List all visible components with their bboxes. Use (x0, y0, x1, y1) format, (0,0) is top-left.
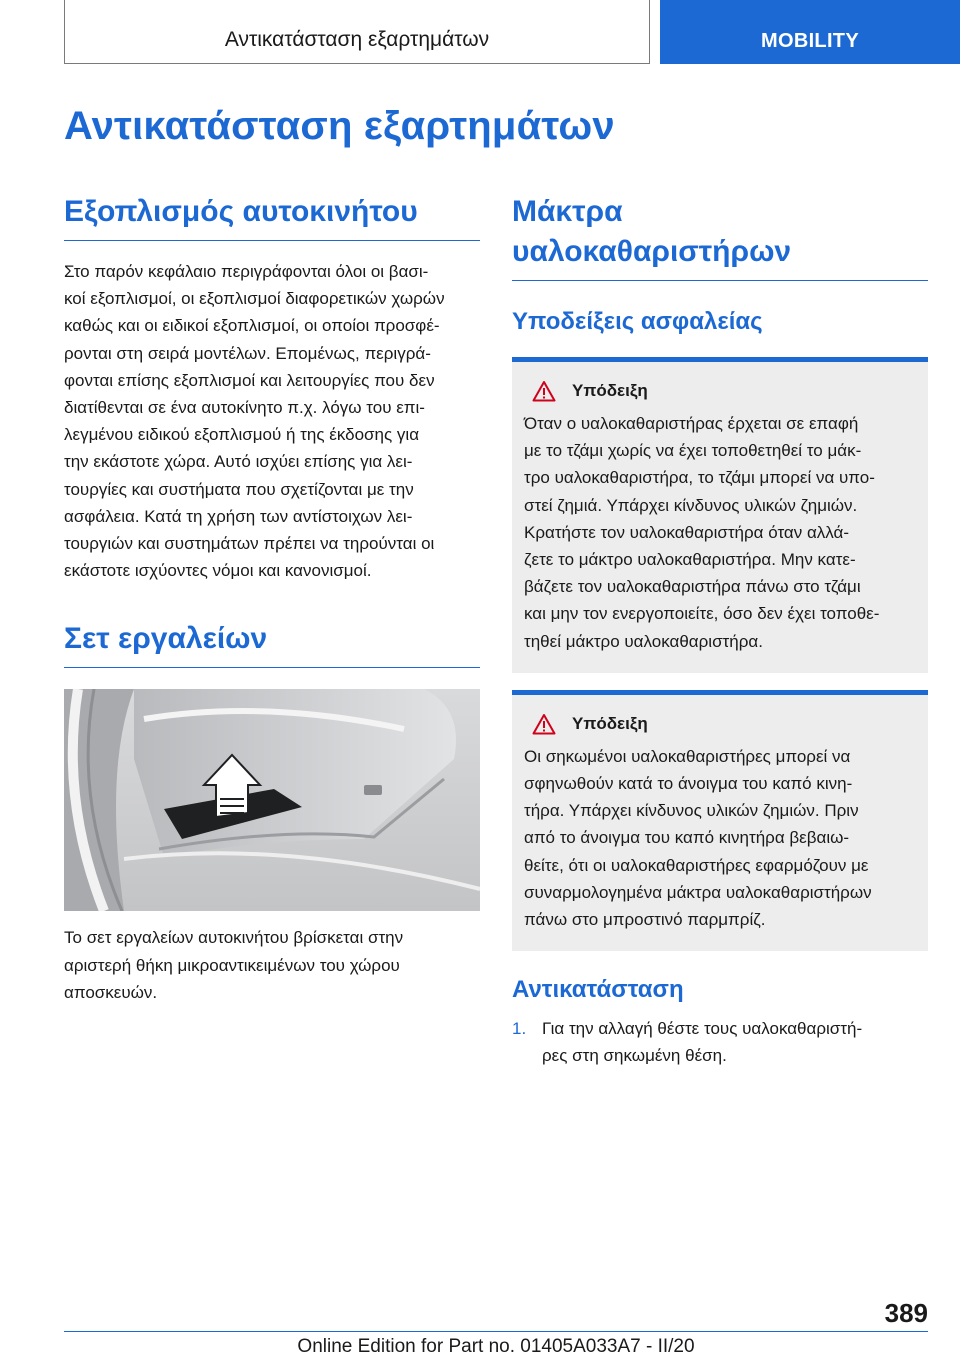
page-title: Αντικατάσταση εξαρτημάτων (64, 104, 615, 148)
text-line: αριστερή θήκη μικροαντικειμένων του χώρου (64, 955, 400, 975)
step-item (512, 1015, 928, 1069)
text-line: σφηνωθούν κατά το άνοιγμα του καπό κινη‐ (524, 774, 853, 794)
text-line: Οι σηκωμένοι υαλοκαθαριστήρες μπορεί να (524, 746, 851, 766)
text-line: διατίθενται σε ένα αυτοκίνητο π.χ. λόγω του επι‐ (64, 398, 425, 418)
text-line: Κρατήστε τον υαλοκαθαριστήρα όταν αλλά‐ (524, 522, 850, 542)
heading-line: Μάκτρα (512, 195, 623, 228)
notice-text (524, 743, 916, 933)
equipment-heading: Εξοπλισμός αυτοκινήτου (64, 195, 418, 228)
notice-title: Υπόδειξη (572, 713, 648, 733)
notice-text (524, 410, 916, 655)
equipment-paragraph (64, 258, 480, 584)
notice-box (512, 357, 928, 673)
safety-heading: Υποδείξεις ασφαλείας (512, 308, 763, 335)
toolkit-heading-rule (64, 667, 480, 668)
text-line: και μην τον ενεργοποιείτε, όσο δεν έχει τοποθε‐ (524, 604, 880, 624)
warning-triangle-icon (532, 380, 556, 402)
text-line: ρες στη σηκωμένη θέση. (542, 1046, 727, 1066)
notice-title: Υπόδειξη (572, 381, 648, 400)
text-line: τρο υαλοκαθαριστήρα, το τζάμι μπορεί να υπο‐ (524, 468, 875, 488)
text-line: Για την αλλαγή θέστε τους υαλοκαθαριστή‐ (542, 1019, 863, 1039)
wiper-heading-rule (512, 280, 928, 281)
text-line: καθώς και οι ειδικοί εξοπλισμοί, οι οποίοι προσφέ‐ (64, 316, 440, 336)
text-line: τουργιών και συστημάτων πρέπει να τηρούνται οι (64, 534, 435, 554)
text-line: στεί ζημιά. Υπάρχει κίνδυνος υλικών ζημιών. (524, 495, 858, 515)
notice-box (512, 690, 928, 951)
text-line: ρονται στη σειρά μοντέλων. Επομένως, περιγρά‐ (64, 343, 431, 363)
header-section-box (64, 0, 650, 64)
text-line: εκάστοτε ισχύοντες νόμοι και κανονισμοί. (64, 561, 372, 581)
text-line: Όταν ο υαλοκαθαριστήρας έρχεται σε επαφή (524, 414, 859, 433)
text-line: κοί εξοπλισμοί, οι εξοπλισμοί διαφορετικών χωρών (64, 289, 445, 309)
text-line: φονται επίσης εξοπλισμοί και λειτουργίες που δεν (64, 370, 435, 390)
text-line: την εκάστοτε χώρα. Αυτό ισχύει επίσης για λει‐ (64, 452, 413, 472)
trunk-illustration (64, 689, 480, 911)
notice-header (532, 713, 916, 735)
replacement-heading: Αντικατάσταση (512, 976, 684, 1004)
text-line: πάνω στο μπροστινό παρμπρίζ. (524, 910, 766, 930)
text-line: συναρμολογημένα μάκτρα υαλοκαθαριστήρων (524, 882, 872, 902)
right-column (512, 192, 928, 1070)
heading-line: υαλοκαθαριστήρων (512, 235, 792, 268)
header-section-title: Αντικατάσταση εξαρτημάτων (224, 28, 490, 51)
text-line: Το σετ εργαλείων αυτοκινήτου βρίσκεται στην (64, 928, 404, 948)
trunk-toolkit-photo (64, 689, 480, 911)
text-line: αποσκευών. (64, 982, 158, 1002)
text-line: ασφάλεια. Κατά τη χρήση των αντίστοιχων λει‐ (64, 506, 413, 526)
warning-triangle-icon (532, 713, 556, 735)
page-number: 389 (884, 1298, 928, 1328)
text-line: Στο παρόν κεφάλαιο περιγράφονται όλοι οι βασι‐ (64, 262, 429, 281)
text-line: τήρα. Υπάρχει κίνδυνος υλικών ζημιών. Πριν (524, 801, 859, 821)
notice-header (532, 380, 916, 402)
text-line: θείτε, ότι οι υαλοκαθαριστήρες εφαρμόζουν με (524, 855, 869, 875)
footer-edition-text: Online Edition for Part no. 01405A033A7 - II/20 (297, 1336, 695, 1357)
text-line: λεγμένου ειδικού εξοπλισμού ή της έκδοσης για (64, 425, 420, 445)
header-tab-label: MOBILITY (761, 30, 859, 52)
text-line: ζετε το μάκτρο υαλοκαθαριστήρα. Μην κατε‐ (524, 550, 856, 570)
toolkit-caption (64, 924, 480, 1006)
text-line: βάζετε τον υαλοκαθαριστήρα πάνω στο τζάμι (524, 577, 861, 597)
left-column (64, 192, 480, 1006)
step-text (542, 1015, 862, 1069)
text-line: τουργίες και συστήματα που σχετίζονται με την (64, 479, 414, 499)
step-number: 1. (512, 1019, 527, 1039)
footer-rule (64, 1331, 928, 1332)
wiper-blades-heading (512, 192, 928, 272)
text-line: τηθεί μάκτρο υαλοκαθαριστήρα. (524, 631, 763, 651)
header-mobility-tab[interactable] (660, 0, 960, 64)
text-line: από το άνοιγμα του καπό κινητήρα βεβαιω‐ (524, 828, 850, 848)
text-line: με το τζάμι χωρίς να έχει τοποθετηθεί το μάκ‐ (524, 441, 862, 461)
toolkit-heading: Σετ εργαλείων (64, 622, 268, 656)
equipment-heading-rule (64, 240, 480, 241)
